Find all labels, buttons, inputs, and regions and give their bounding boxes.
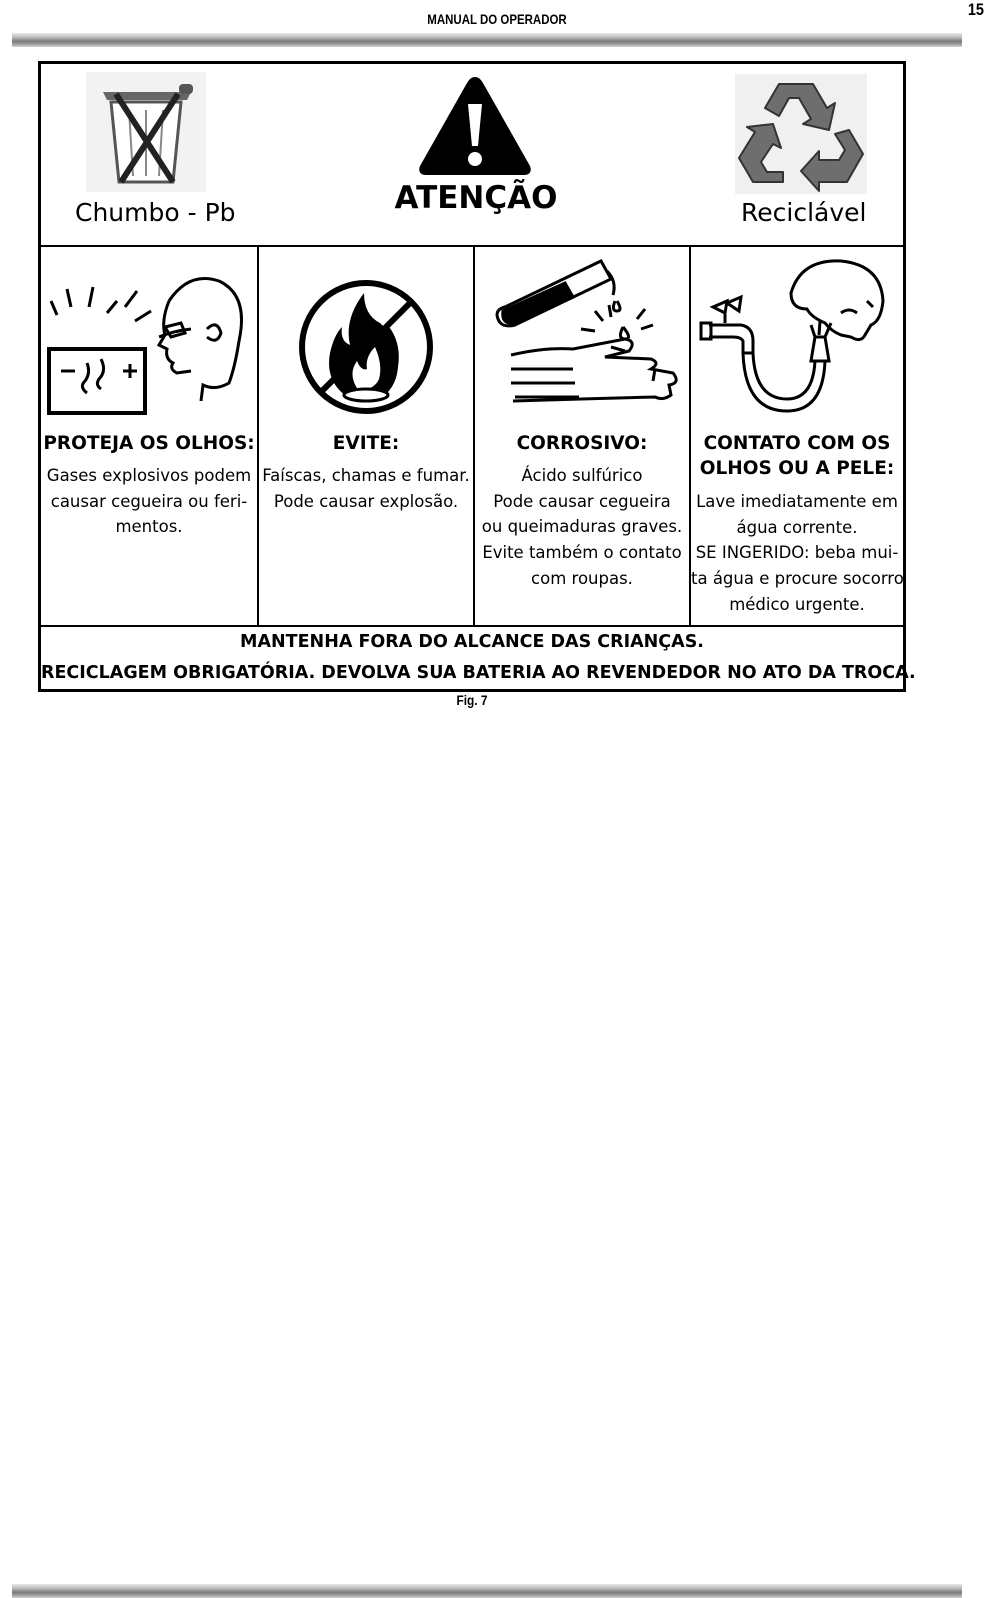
recyclable-caption: Reciclável [741, 198, 867, 227]
atencao-title: ATENÇÃO [394, 180, 558, 216]
header-rule [12, 33, 962, 47]
keep-away-children-text: MANTENHA FORA DO ALCANCE DAS CRIANÇAS. [240, 632, 704, 652]
lead-caption: Chumbo - Pb [75, 198, 236, 227]
footer-rule [12, 1584, 962, 1598]
page-number: 15 [967, 0, 984, 19]
column-eye-protection [41, 245, 259, 625]
recycle-icon [731, 72, 871, 197]
no-flame-icon [259, 251, 473, 421]
battery-eye-protection-icon [41, 251, 257, 421]
eye-wash-tap-icon [691, 251, 903, 421]
label-bottom-band [41, 625, 916, 691]
label-top-band [41, 64, 903, 247]
avoid-text: Faíscas, chamas e fumar. Pode causar explosão. [262, 466, 470, 511]
column-corrosive [475, 245, 691, 625]
figure-caption: Fig. 7 [456, 692, 488, 708]
page-header-title: MANUAL DO OPERADOR [427, 11, 567, 27]
corrosive-text: Ácido sulfúrico Pode causar cegueira ou queimaduras graves. Evite também o contato com roupas. [481, 466, 683, 588]
battery-warning-label [38, 61, 916, 692]
crossed-bin-icon [81, 70, 211, 195]
mandatory-recycling-text: RECICLAGEM OBRIGATÓRIA. DEVOLVA SUA BATERIA AO REVENDEDOR NO ATO DA TROCA. [41, 663, 916, 683]
eye-protection-heading: PROTEJA OS OLHOS: [43, 433, 255, 454]
warning-triangle-icon [416, 74, 534, 178]
warning-columns [41, 245, 903, 625]
corrosive-heading: CORROSIVO: [516, 433, 648, 454]
contact-text: Lave imediatamente em água corrente. SE INGERIDO: beba mui- ta água e procure socorro médico urgente. [691, 492, 904, 614]
column-avoid [259, 245, 475, 625]
contact-heading: CONTATO COM OS OLHOS OU A PELE: [699, 433, 895, 479]
eye-protection-text: Gases explosivos podem causar cegueira ou feri- mentos. [46, 466, 252, 537]
column-eye-skin-contact [691, 245, 903, 625]
corrosive-hand-icon [475, 251, 689, 421]
avoid-heading: EVITE: [332, 433, 400, 454]
